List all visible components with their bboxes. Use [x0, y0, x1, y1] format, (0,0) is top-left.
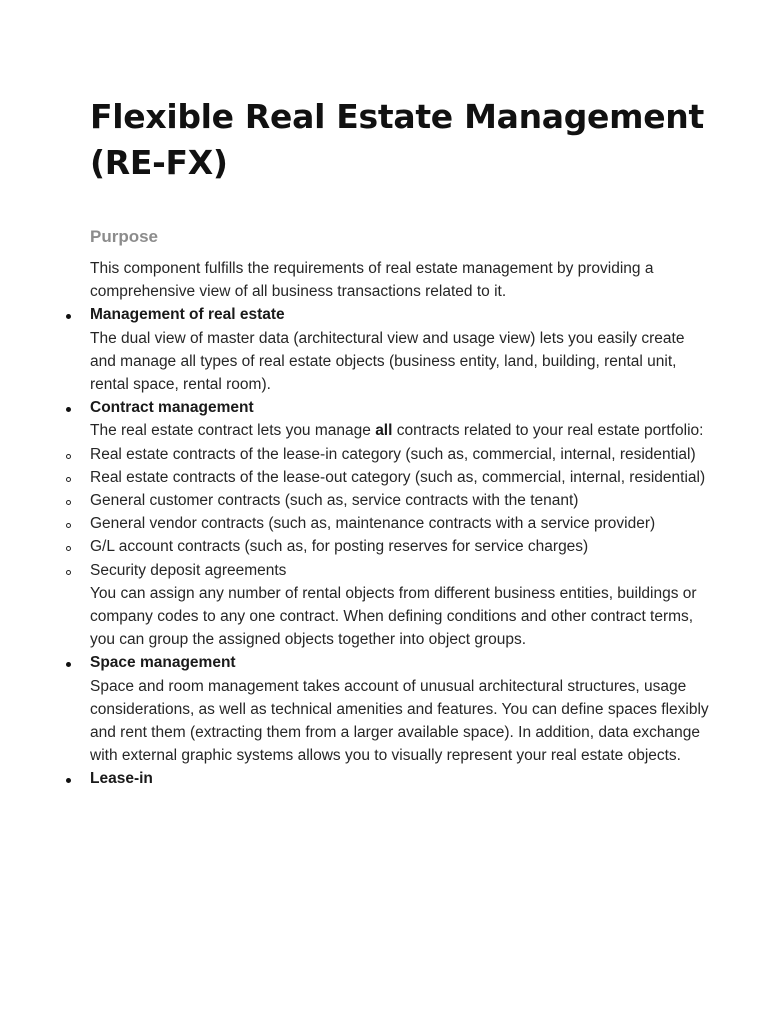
section-text: Space and room management takes account of unusual architectural structures, usage considerations, as well as technical amenities and features. You can define spaces flexibly and rent them (extracting them from a larger available space). In addition, data exchange with external graphic systems allows you to visually represent your real estate objects. — [90, 677, 709, 765]
hollow-bullet-icon — [66, 443, 72, 466]
section-text-part: The real estate contract lets you manage — [90, 422, 376, 440]
hollow-bullet-icon — [66, 466, 72, 489]
sub-list-item-text: Real estate contracts of the lease-out category (such as, commercial, internal, residential) — [90, 468, 706, 486]
sub-list-item — [90, 512, 710, 535]
purpose-heading: Purpose — [90, 227, 159, 246]
bullet-icon — [66, 396, 72, 419]
section-heading: Space management — [90, 654, 236, 672]
sub-list-item-text: Security deposit agreements — [90, 561, 287, 579]
emphasis-text: all — [375, 422, 393, 440]
sub-list-item — [90, 466, 710, 489]
list-item-space-management — [90, 651, 710, 767]
section-text — [90, 419, 710, 442]
bullet-icon — [66, 651, 72, 674]
list-item-contract-management — [90, 396, 710, 442]
sub-list-item-text: General customer contracts (such as, service contracts with the tenant) — [90, 492, 579, 510]
sub-list-item — [90, 443, 710, 466]
hollow-bullet-icon — [66, 512, 72, 535]
sub-list-item-text: G/L account contracts (such as, for posting reserves for service charges) — [90, 538, 589, 556]
sub-list-item-text: General vendor contracts (such as, maintenance contracts with a service provider) — [90, 515, 656, 533]
bullet-icon — [66, 303, 72, 326]
hollow-bullet-icon — [66, 489, 72, 512]
sub-list-item — [90, 535, 710, 558]
document-body — [90, 257, 710, 791]
page-title: Flexible Real Estate Management (RE-FX) — [90, 97, 704, 182]
sub-list-item — [90, 559, 710, 652]
section-heading: Contract management — [90, 399, 254, 417]
list-item-lease-in — [90, 767, 710, 790]
section-heading: Lease-in — [90, 770, 153, 788]
sub-list-item — [90, 489, 710, 512]
section-text: The dual view of master data (architectural view and usage view) lets you easily create and manage all types of real estate objects (business entity, land, building, rental unit, rental space, rental room). — [90, 329, 685, 394]
list-item-management-of-real-estate — [90, 303, 710, 396]
intro-paragraph: This component fulfills the requirements of real estate management by providing a comprehensive view of all business transactions related to it. — [90, 260, 654, 301]
sub-list-item-text: Real estate contracts of the lease-in category (such as, commercial, internal, residential) — [90, 445, 696, 463]
section-text-part: contracts related to your real estate portfolio: — [392, 422, 704, 440]
hollow-bullet-icon — [66, 559, 72, 582]
hollow-bullet-icon — [66, 535, 72, 558]
bullet-icon — [66, 767, 72, 790]
section-heading: Management of real estate — [90, 306, 285, 324]
contract-followup-text: You can assign any number of rental objects from different business entities, buildings or company codes to any one contract. When defining conditions and other contract terms, you can group the assigned objects together into object groups. — [90, 584, 697, 649]
